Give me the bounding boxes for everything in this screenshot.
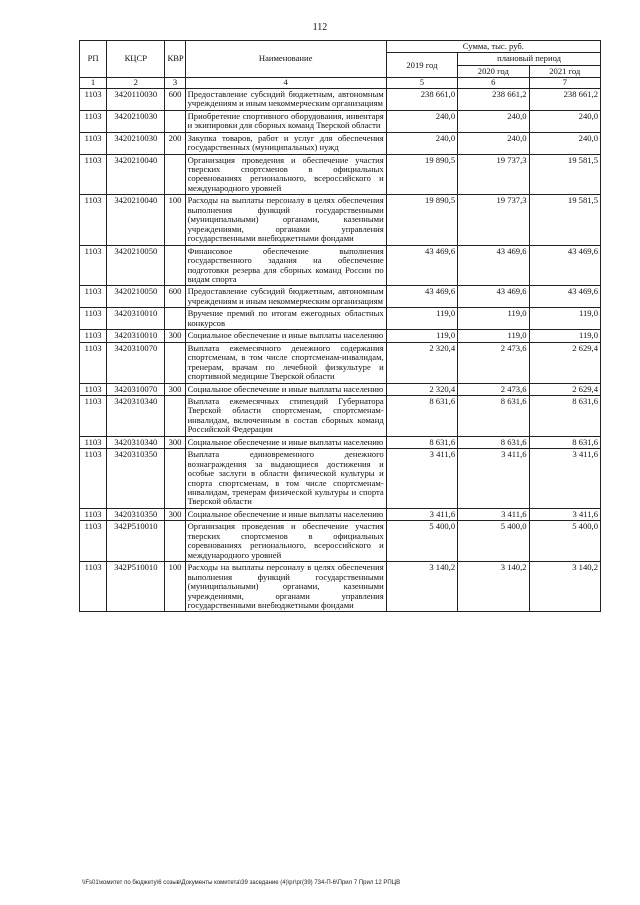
cell-rp: 1103	[80, 383, 107, 395]
cell-2019: 3 140,2	[386, 562, 457, 612]
cell-rp: 1103	[80, 308, 107, 330]
cell-2019: 2 320,4	[386, 342, 457, 383]
cell-rp: 1103	[80, 195, 107, 245]
cell-kvr: 600	[165, 286, 185, 308]
cell-rp: 1103	[80, 330, 107, 342]
cell-2019: 2 320,4	[386, 383, 457, 395]
table-row	[80, 436, 601, 448]
cell-kvr: 300	[165, 436, 185, 448]
cell-kcsr: 3420210050	[107, 286, 165, 308]
cell-kvr: 600	[165, 88, 185, 110]
table-row	[80, 330, 601, 342]
cell-2019: 8 631,6	[386, 395, 457, 436]
cell-name: Социальное обеспечение и иные выплаты населению	[185, 383, 386, 395]
table-header	[80, 41, 601, 89]
cell-kcsr: 3420110030	[107, 88, 165, 110]
cell-kcsr: 3420210030	[107, 110, 165, 132]
header-2020: 2020 год	[458, 65, 529, 77]
cell-2019: 43 469,6	[386, 245, 457, 286]
header-kvr: КВР	[165, 41, 185, 78]
cell-kvr	[165, 154, 185, 195]
table-row	[80, 449, 601, 509]
cell-2020: 240,0	[458, 132, 529, 154]
cell-name: Социальное обеспечение и иные выплаты населению	[185, 436, 386, 448]
table-row	[80, 383, 601, 395]
cell-2020: 19 737,3	[458, 154, 529, 195]
cell-kvr: 100	[165, 562, 185, 612]
budget-table	[79, 40, 601, 612]
cell-kcsr: 3420310010	[107, 308, 165, 330]
cell-2020: 5 400,0	[458, 521, 529, 562]
cell-2020: 3 140,2	[458, 562, 529, 612]
cell-rp: 1103	[80, 110, 107, 132]
cell-2020: 2 473,6	[458, 383, 529, 395]
cell-2019: 240,0	[386, 110, 457, 132]
table-row	[80, 508, 601, 520]
column-index: 6	[458, 78, 529, 88]
table-body	[80, 88, 601, 612]
cell-2020: 119,0	[458, 330, 529, 342]
cell-kvr: 300	[165, 383, 185, 395]
cell-2019: 19 890,5	[386, 195, 457, 245]
column-index-row	[80, 78, 601, 88]
cell-name: Выплата ежемесячного денежного содержания спортсменам, в том числе спортсменам-инвалидам, тренерам, врачам по лечебной физкультуре и спортивной медицине Тверской области	[185, 342, 386, 383]
table-row	[80, 154, 601, 195]
cell-2020: 8 631,6	[458, 436, 529, 448]
cell-kcsr: 3420310340	[107, 436, 165, 448]
cell-2020: 3 411,6	[458, 508, 529, 520]
cell-2021: 3 411,6	[529, 449, 600, 509]
cell-kcsr: 342P510010	[107, 521, 165, 562]
cell-2021: 43 469,6	[529, 245, 600, 286]
table-row	[80, 195, 601, 245]
cell-kcsr: 3420310010	[107, 330, 165, 342]
cell-kvr	[165, 521, 185, 562]
cell-2019: 119,0	[386, 330, 457, 342]
column-index: 3	[165, 78, 185, 88]
cell-2020: 119,0	[458, 308, 529, 330]
cell-2021: 240,0	[529, 110, 600, 132]
cell-2021: 19 581,5	[529, 154, 600, 195]
cell-kcsr: 3420310340	[107, 395, 165, 436]
cell-name: Финансовое обеспечение выполнения государственного задания на обеспечение подготовки резерва для сборных команд России по видам спорта	[185, 245, 386, 286]
cell-2020: 3 411,6	[458, 449, 529, 509]
cell-kcsr: 3420310070	[107, 383, 165, 395]
cell-rp: 1103	[80, 521, 107, 562]
cell-rp: 1103	[80, 508, 107, 520]
cell-2019: 240,0	[386, 132, 457, 154]
header-planned-period: плановый период	[458, 53, 601, 65]
cell-rp: 1103	[80, 154, 107, 195]
cell-2019: 3 411,6	[386, 449, 457, 509]
column-index: 4	[185, 78, 386, 88]
cell-kcsr: 3420210050	[107, 245, 165, 286]
cell-2021: 238 661,2	[529, 88, 600, 110]
cell-name: Предоставление субсидий бюджетным, автономным учреждениям и иным некоммерческим организациям	[185, 286, 386, 308]
cell-kcsr: 3420310070	[107, 342, 165, 383]
cell-kvr	[165, 110, 185, 132]
table-row	[80, 562, 601, 612]
cell-rp: 1103	[80, 286, 107, 308]
table-row	[80, 308, 601, 330]
cell-2019: 5 400,0	[386, 521, 457, 562]
cell-name: Предоставление субсидий бюджетным, автономным учреждениям и иным некоммерческим организациям	[185, 88, 386, 110]
footer-file-path: \\Fs01\комитет по бюджету\6 созыв\Документы комитета\39 заседание (4)\рг\рг(39) 734-П-6\Прил 7 Прил 12 РПЦВ	[82, 880, 401, 886]
cell-2021: 8 631,6	[529, 436, 600, 448]
cell-name: Организация проведения и обеспечение участия тверских спортсменов в официальных соревнованиях регионального, всероссийского и международного уровней	[185, 521, 386, 562]
column-index: 2	[107, 78, 165, 88]
cell-2021: 5 400,0	[529, 521, 600, 562]
cell-2021: 8 631,6	[529, 395, 600, 436]
cell-2020: 8 631,6	[458, 395, 529, 436]
header-kcsr: КЦСР	[107, 41, 165, 78]
cell-rp: 1103	[80, 395, 107, 436]
header-rp: РП	[80, 41, 107, 78]
table-row	[80, 521, 601, 562]
header-name: Наименование	[185, 41, 386, 78]
cell-2019: 238 661,0	[386, 88, 457, 110]
table-row	[80, 245, 601, 286]
cell-2020: 43 469,6	[458, 245, 529, 286]
cell-name: Закупка товаров, работ и услуг для обеспечения государственных (муниципальных) нужд	[185, 132, 386, 154]
cell-name: Выплата единовременного денежного вознаграждения за выдающиеся достижения и особые заслуги в области физической культуры и спорта спортсменам, в том числе спортсменам-инвалидам, тренерам физической культуры и спорта Тверской области	[185, 449, 386, 509]
cell-2020: 19 737,3	[458, 195, 529, 245]
cell-name: Выплата ежемесячных стипендий Губернатора Тверской области спортсменам, спортсменам-инвалидам, включенным в состав сборных команд Российской Федерации	[185, 395, 386, 436]
table-row	[80, 132, 601, 154]
table-row	[80, 342, 601, 383]
table-row	[80, 395, 601, 436]
cell-name: Социальное обеспечение и иные выплаты населению	[185, 330, 386, 342]
cell-2020: 43 469,6	[458, 286, 529, 308]
cell-2021: 43 469,6	[529, 286, 600, 308]
column-index: 7	[529, 78, 600, 88]
cell-rp: 1103	[80, 342, 107, 383]
cell-2021: 119,0	[529, 330, 600, 342]
cell-rp: 1103	[80, 449, 107, 509]
cell-2021: 240,0	[529, 132, 600, 154]
cell-2021: 3 140,2	[529, 562, 600, 612]
cell-rp: 1103	[80, 562, 107, 612]
cell-kvr	[165, 308, 185, 330]
cell-2019: 19 890,5	[386, 154, 457, 195]
cell-kvr: 300	[165, 508, 185, 520]
cell-name: Вручение премий по итогам ежегодных областных конкурсов	[185, 308, 386, 330]
cell-kcsr: 3420310350	[107, 449, 165, 509]
cell-name: Расходы на выплаты персоналу в целях обеспечения выполнения функций государственными (муниципальными) органами, казенными учреждениями, органами управления государственными внебюджетными фондами	[185, 562, 386, 612]
cell-2019: 119,0	[386, 308, 457, 330]
cell-kvr	[165, 342, 185, 383]
cell-kcsr: 3420210040	[107, 154, 165, 195]
cell-name: Расходы на выплаты персоналу в целях обеспечения выполнения функций государственными (муниципальными) органами, казенными учреждениями, органами управления государственными внебюджетными фондами	[185, 195, 386, 245]
cell-rp: 1103	[80, 88, 107, 110]
column-index: 1	[80, 78, 107, 88]
cell-name: Организация проведения и обеспечение участия тверских спортсменов в официальных соревнованиях регионального, всероссийского и международного уровней	[185, 154, 386, 195]
cell-kcsr: 3420210040	[107, 195, 165, 245]
column-index: 5	[386, 78, 457, 88]
cell-2021: 119,0	[529, 308, 600, 330]
cell-2021: 2 629,4	[529, 342, 600, 383]
cell-kvr	[165, 449, 185, 509]
cell-kvr	[165, 395, 185, 436]
cell-kcsr: 3420210030	[107, 132, 165, 154]
cell-kvr: 100	[165, 195, 185, 245]
cell-2019: 43 469,6	[386, 286, 457, 308]
cell-rp: 1103	[80, 436, 107, 448]
cell-2021: 19 581,5	[529, 195, 600, 245]
header-2021: 2021 год	[529, 65, 600, 77]
cell-kvr: 200	[165, 132, 185, 154]
cell-kvr	[165, 245, 185, 286]
table-row	[80, 110, 601, 132]
page-number: 112	[312, 22, 328, 33]
cell-2019: 8 631,6	[386, 436, 457, 448]
cell-2020: 238 661,2	[458, 88, 529, 110]
cell-2020: 2 473,6	[458, 342, 529, 383]
table-row	[80, 88, 601, 110]
cell-kvr: 300	[165, 330, 185, 342]
cell-rp: 1103	[80, 132, 107, 154]
cell-name: Социальное обеспечение и иные выплаты населению	[185, 508, 386, 520]
cell-kcsr: 342P510010	[107, 562, 165, 612]
cell-kcsr: 3420310350	[107, 508, 165, 520]
cell-2021: 3 411,6	[529, 508, 600, 520]
cell-2019: 3 411,6	[386, 508, 457, 520]
cell-name: Приобретение спортивного оборудования, инвентаря и экипировки для сборных команд Тверской области	[185, 110, 386, 132]
cell-2020: 240,0	[458, 110, 529, 132]
header-sum: Сумма, тыс. руб.	[386, 41, 600, 53]
table-row	[80, 286, 601, 308]
cell-rp: 1103	[80, 245, 107, 286]
cell-2021: 2 629,4	[529, 383, 600, 395]
header-2019: 2019 год	[386, 53, 457, 78]
